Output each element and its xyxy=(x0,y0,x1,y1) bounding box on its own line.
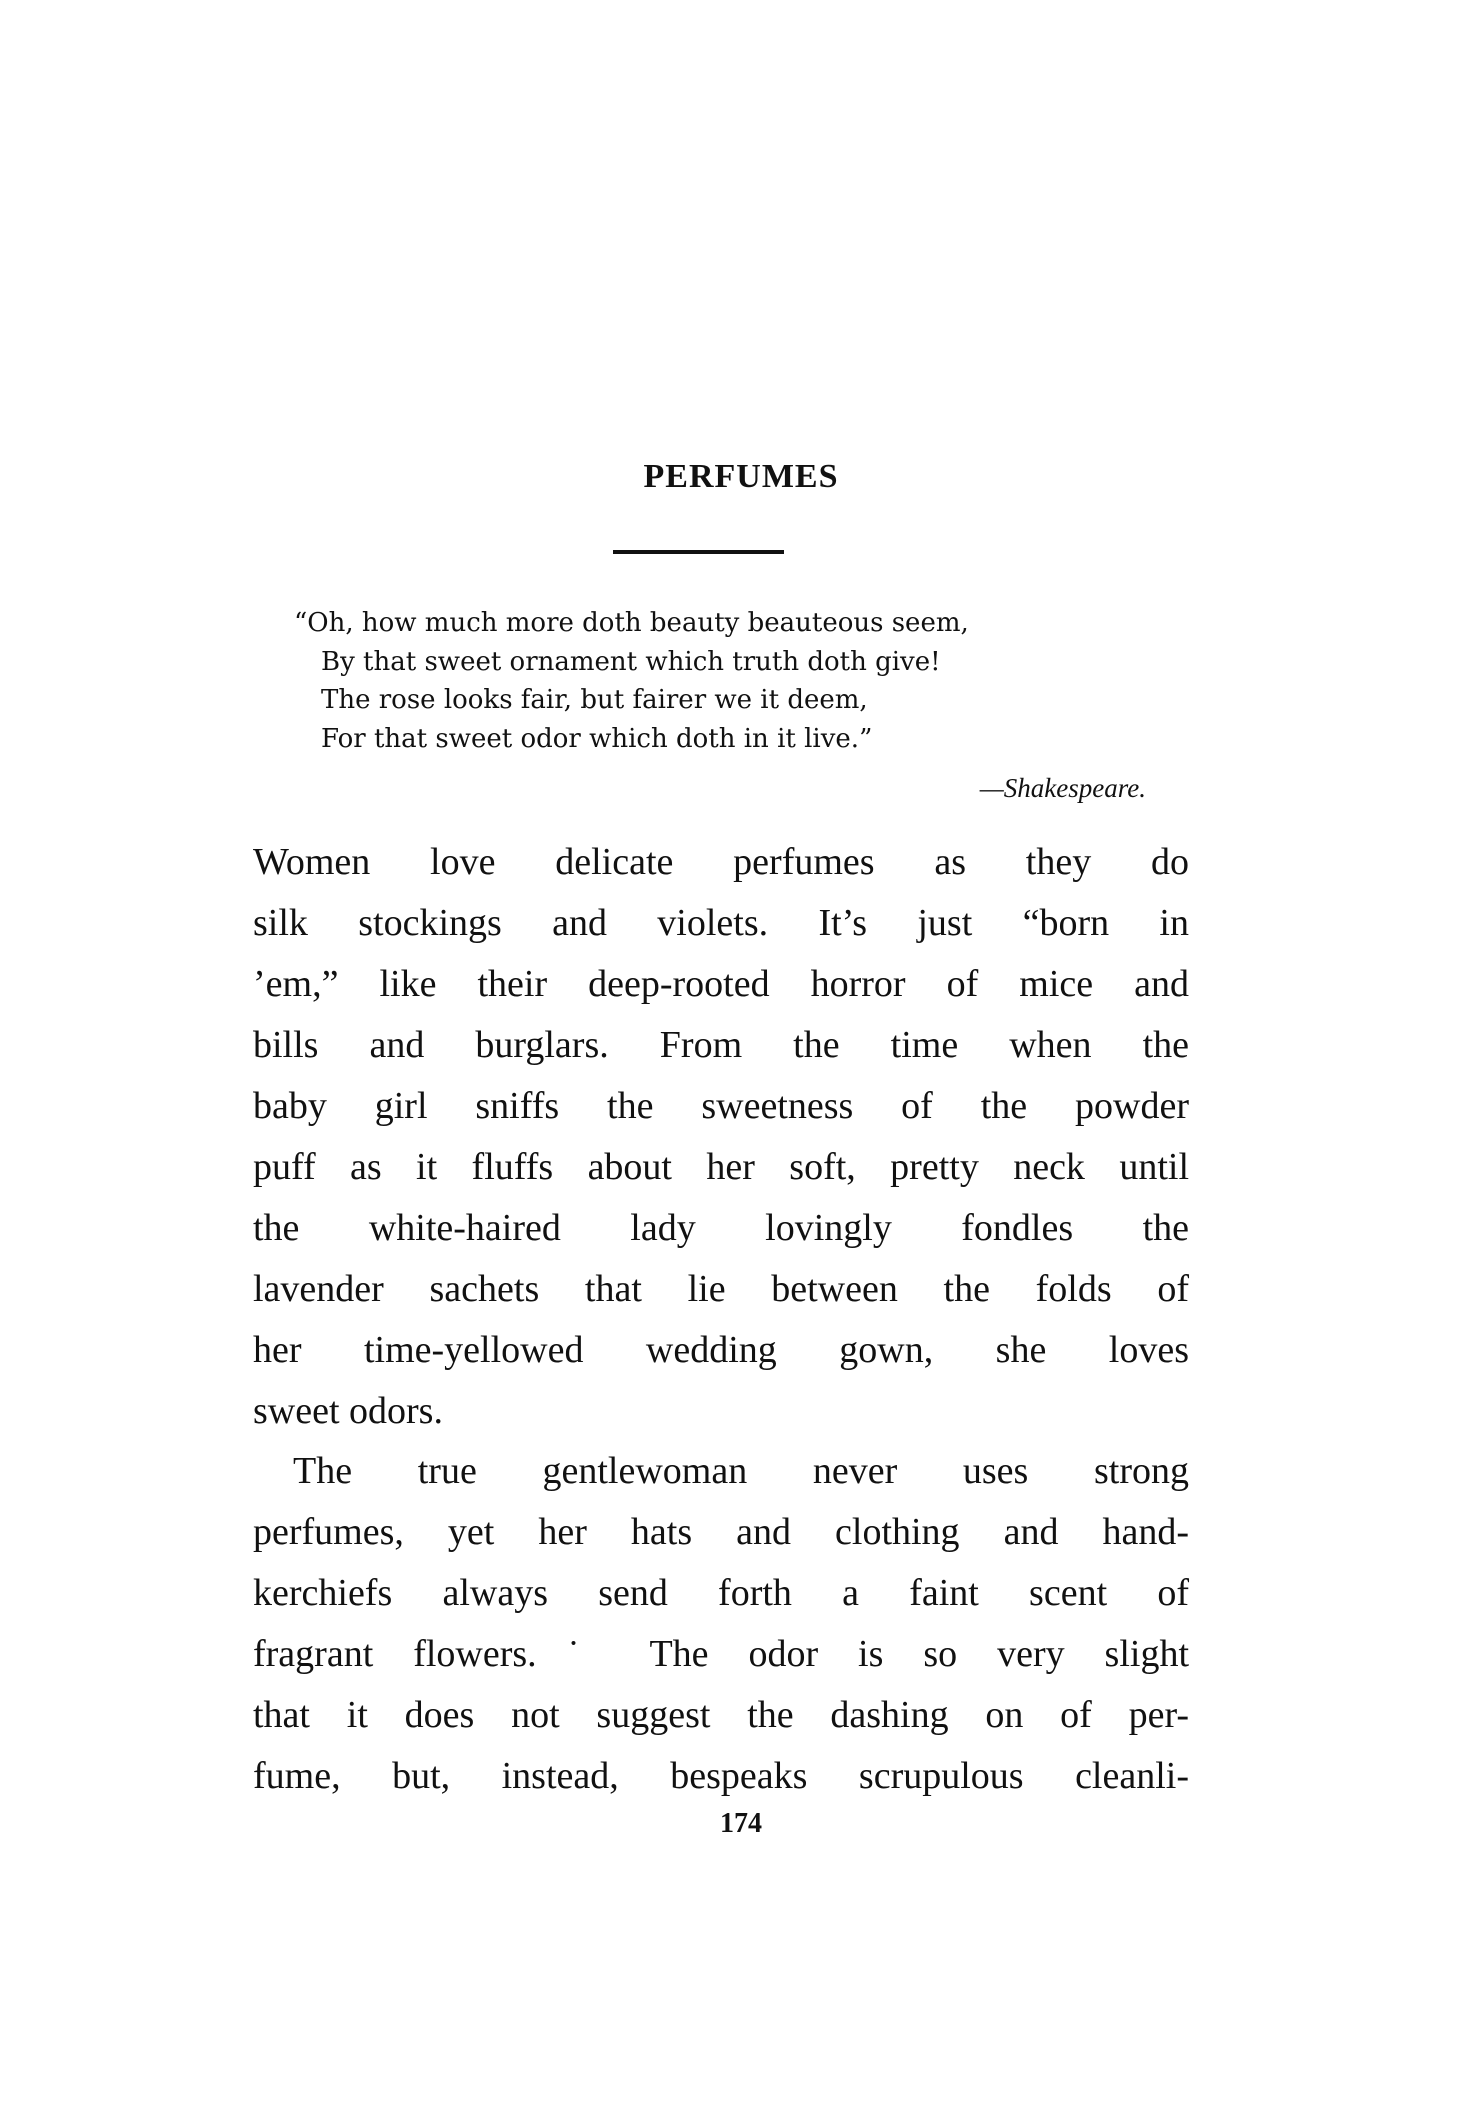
page-number: 174 xyxy=(720,1808,762,1839)
text-line: fume, but, instead, bespeaks scrupulous cleanli- xyxy=(253,1755,1189,1797)
chapter-title: PERFUMES xyxy=(643,458,839,495)
text-line: that it does not suggest the dashing on of per- xyxy=(253,1694,1189,1736)
text-line: The true gentlewoman never uses strong xyxy=(293,1450,1189,1492)
text-line: bills and burglars. From the time when the xyxy=(253,1024,1189,1066)
epigraph-line: By that sweet ornament which truth doth give! xyxy=(321,646,941,677)
epigraph-line: “Oh, how much more doth beauty beauteous seem, xyxy=(294,608,969,638)
text-line: puff as it fluffs about her soft, pretty neck until xyxy=(253,1146,1189,1188)
epigraph-line: The rose looks fair, but fairer we it deem, xyxy=(321,685,868,715)
text-line: her time-yellowed wedding gown, she loves xyxy=(253,1329,1189,1371)
text-line: lavender sachets that lie between the folds of xyxy=(253,1268,1189,1310)
text-line: perfumes, yet her hats and clothing and hand- xyxy=(253,1511,1189,1553)
epigraph xyxy=(294,604,969,758)
text-line: sweet odors. xyxy=(253,1390,443,1432)
text-line: baby girl sniffs the sweetness of the powder xyxy=(253,1085,1189,1127)
paragraph-2 xyxy=(253,1441,1189,1807)
text-line: the white-haired lady lovingly fondles the xyxy=(253,1207,1189,1249)
epigraph-line: For that sweet odor which doth in it live.” xyxy=(321,723,873,754)
text-line: kerchiefs always send forth a faint scent of xyxy=(253,1572,1189,1614)
text-line: Women love delicate perfumes as they do xyxy=(253,841,1189,883)
title-divider xyxy=(613,550,784,554)
text-line: silk stockings and violets. It’s just “born in xyxy=(253,902,1189,944)
epigraph-attribution: —Shakespeare. xyxy=(979,773,1146,803)
text-line: ’em,” like their deep-rooted horror of mice and xyxy=(253,963,1189,1005)
paragraph-1 xyxy=(253,832,1189,1442)
text-line: fragrant flowers.˙ The odor is so very slight xyxy=(253,1633,1189,1675)
